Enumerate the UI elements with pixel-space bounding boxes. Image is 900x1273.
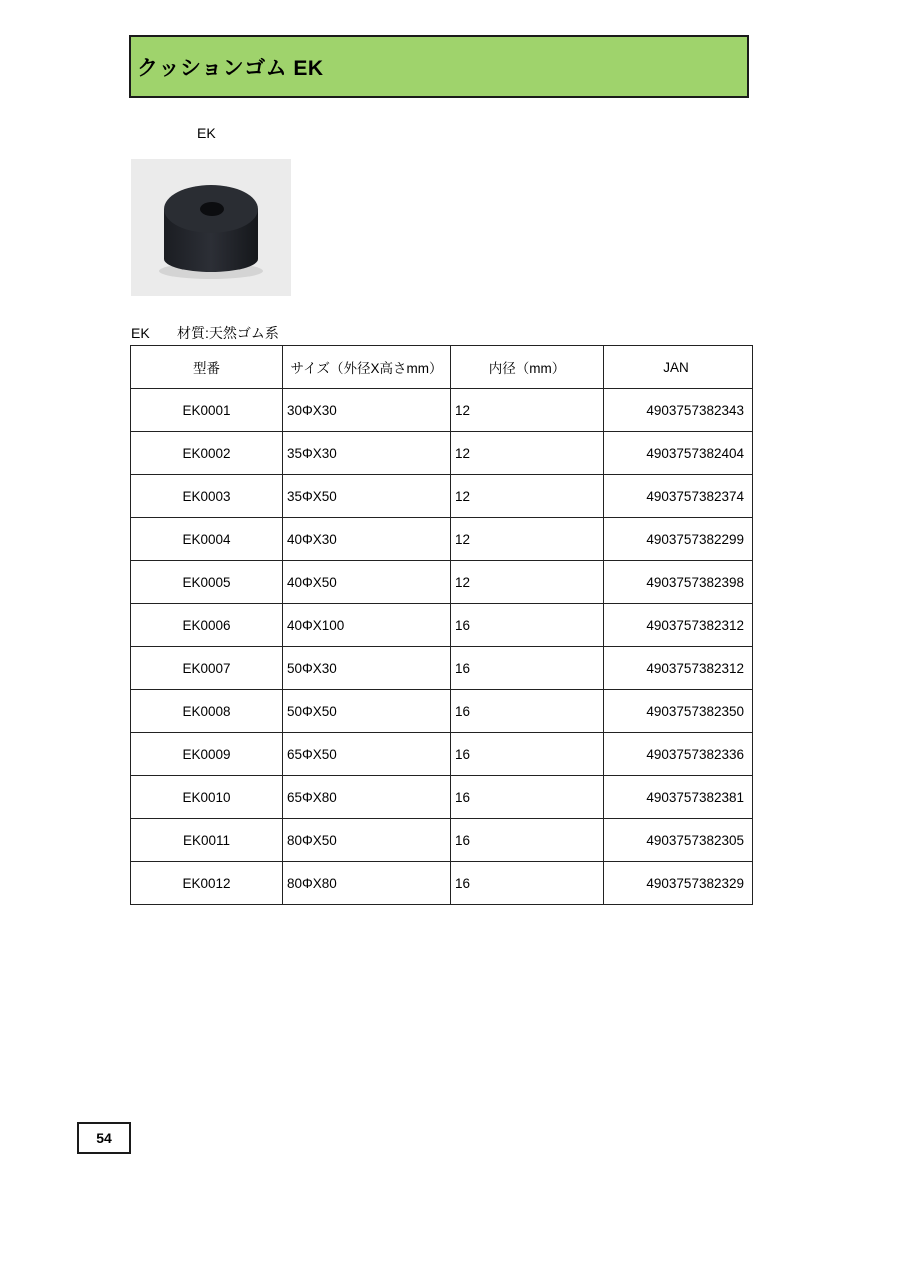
cell-jan: 4903757382312: [604, 604, 753, 647]
header-model: 型番: [131, 346, 283, 389]
cell-size: 35ΦX50: [283, 475, 451, 518]
cell-inner-diameter: 16: [451, 733, 604, 776]
cell-inner-diameter: 12: [451, 432, 604, 475]
table-row: [131, 647, 753, 690]
cell-inner-diameter: 16: [451, 647, 604, 690]
cell-model: EK0003: [131, 475, 283, 518]
cell-size: 40ΦX50: [283, 561, 451, 604]
cell-inner-diameter: 12: [451, 475, 604, 518]
cell-size: 30ΦX30: [283, 389, 451, 432]
header-inner-diameter: 内径（mm）: [451, 346, 604, 389]
cell-model: EK0008: [131, 690, 283, 733]
material-text: 材質:天然ゴム系: [177, 325, 279, 341]
cell-jan: 4903757382312: [604, 647, 753, 690]
cell-size: 80ΦX50: [283, 819, 451, 862]
cell-inner-diameter: 16: [451, 604, 604, 647]
cell-jan: 4903757382299: [604, 518, 753, 561]
cell-model: EK0010: [131, 776, 283, 819]
product-photo: [131, 159, 291, 296]
cell-inner-diameter: 16: [451, 690, 604, 733]
cell-size: 65ΦX80: [283, 776, 451, 819]
table-row: [131, 776, 753, 819]
cell-jan: 4903757382398: [604, 561, 753, 604]
table-row: [131, 862, 753, 905]
header-jan: JAN: [604, 346, 753, 389]
cell-inner-diameter: 12: [451, 561, 604, 604]
table-header-row: [131, 346, 753, 389]
header-size: サイズ（外径X高さmm）: [283, 346, 451, 389]
cell-jan: 4903757382374: [604, 475, 753, 518]
cell-model: EK0004: [131, 518, 283, 561]
cell-model: EK0009: [131, 733, 283, 776]
cell-inner-diameter: 16: [451, 819, 604, 862]
cell-model: EK0006: [131, 604, 283, 647]
table-row: [131, 475, 753, 518]
cell-size: 40ΦX30: [283, 518, 451, 561]
table-row: [131, 432, 753, 475]
cell-jan: 4903757382329: [604, 862, 753, 905]
cell-jan: 4903757382336: [604, 733, 753, 776]
cell-size: 65ΦX50: [283, 733, 451, 776]
cell-jan: 4903757382404: [604, 432, 753, 475]
page-number: 54: [77, 1122, 131, 1154]
table-row: [131, 604, 753, 647]
cell-model: EK0002: [131, 432, 283, 475]
table-row: [131, 561, 753, 604]
table-row: [131, 518, 753, 561]
cell-model: EK0007: [131, 647, 283, 690]
cell-inner-diameter: 16: [451, 776, 604, 819]
page-title: クッションゴム EK: [129, 35, 749, 98]
cell-model: EK0012: [131, 862, 283, 905]
table-row: [131, 733, 753, 776]
cell-jan: 4903757382305: [604, 819, 753, 862]
cell-jan: 4903757382350: [604, 690, 753, 733]
cell-jan: 4903757382343: [604, 389, 753, 432]
cell-size: 50ΦX50: [283, 690, 451, 733]
table-row: [131, 389, 753, 432]
cell-size: 50ΦX30: [283, 647, 451, 690]
cell-model: EK0011: [131, 819, 283, 862]
cell-inner-diameter: 16: [451, 862, 604, 905]
material-code: EK: [131, 325, 150, 341]
cell-model: EK0001: [131, 389, 283, 432]
cell-size: 35ΦX30: [283, 432, 451, 475]
material-note: [131, 323, 279, 343]
cell-inner-diameter: 12: [451, 389, 604, 432]
table-row: [131, 690, 753, 733]
cell-inner-diameter: 12: [451, 518, 604, 561]
cell-size: 80ΦX80: [283, 862, 451, 905]
table-row: [131, 819, 753, 862]
photo-caption: EK: [197, 125, 216, 141]
cell-jan: 4903757382381: [604, 776, 753, 819]
spec-table: [130, 345, 753, 905]
cell-model: EK0005: [131, 561, 283, 604]
cell-size: 40ΦX100: [283, 604, 451, 647]
